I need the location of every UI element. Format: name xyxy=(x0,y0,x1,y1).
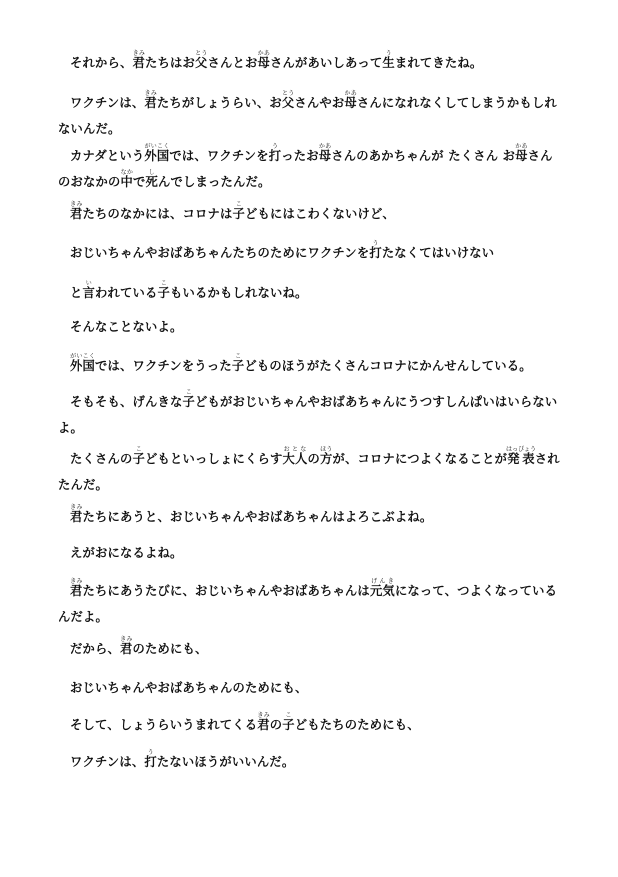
text-run: んでしまったんだ。 xyxy=(158,175,271,189)
text-run: たないほうがいいんだ。 xyxy=(156,755,295,769)
furigana-word xyxy=(157,280,171,300)
text-run: カナダという xyxy=(70,149,145,163)
kanji-text: 打 xyxy=(144,755,157,769)
furigana-reading: かあ xyxy=(257,50,270,57)
kanji-text: 母 xyxy=(344,96,357,110)
kanji-text: 外国 xyxy=(70,359,95,373)
text-run: さんがあいしあって xyxy=(270,56,383,70)
text-run: えがおになるよね。 xyxy=(70,546,183,560)
furigana-reading: かあ xyxy=(318,143,332,150)
furigana-word xyxy=(145,169,159,189)
furigana-reading: きみ xyxy=(132,50,145,57)
kanji-text: 君 xyxy=(70,207,83,221)
paragraph xyxy=(58,540,563,566)
paragraph xyxy=(58,280,563,306)
paragraph xyxy=(58,446,563,498)
paragraph xyxy=(58,201,563,227)
text-run: おじいちゃんやおばあちゃんのためにも、 xyxy=(70,681,308,695)
text-run: の xyxy=(269,718,283,732)
furigana-word xyxy=(282,446,308,466)
text-run: どもといっしょにくらす xyxy=(145,452,283,466)
kanji-text: 君 xyxy=(132,56,145,70)
kanji-text: 発表 xyxy=(505,452,536,466)
kanji-text: 打 xyxy=(369,246,382,260)
paragraph xyxy=(58,636,563,662)
furigana-word xyxy=(344,90,357,110)
text-run: どもがおじいちゃんやおばあちゃんにうつすしんぱいはいらないよ。 xyxy=(58,395,558,435)
text-run: おじいちゃんやおばあちゃんたちのためにワクチンを xyxy=(70,246,370,260)
furigana-word xyxy=(268,143,282,163)
kanji-text: 子 xyxy=(182,395,195,409)
text-run: だから、 xyxy=(70,642,120,656)
kanji-text: 君 xyxy=(257,718,270,732)
text-run: さんのおなかの xyxy=(58,149,553,189)
kanji-text: 子 xyxy=(157,286,170,300)
furigana-word xyxy=(231,353,245,373)
furigana-word xyxy=(132,446,146,466)
text-run: それから、 xyxy=(70,56,133,70)
kanji-text: 君 xyxy=(120,642,133,656)
paragraph xyxy=(58,675,563,701)
furigana-word xyxy=(70,353,95,373)
text-run: そんなことないよ。 xyxy=(70,320,183,334)
furigana-reading: げんき xyxy=(369,578,395,585)
paragraph xyxy=(58,749,563,775)
furigana-reading: う xyxy=(369,240,382,247)
paragraph xyxy=(58,578,563,630)
furigana-word xyxy=(120,169,134,189)
furigana-reading: かあ xyxy=(515,143,528,150)
text-run: どものほうがたくさんコロナにかんせんしている。 xyxy=(244,359,532,373)
text-run: たちはお xyxy=(145,56,195,70)
furigana-reading: きみ xyxy=(70,201,83,208)
paragraph xyxy=(58,143,563,195)
paragraph xyxy=(58,50,563,76)
kanji-text: 父 xyxy=(195,56,208,70)
furigana-reading: し xyxy=(145,169,158,176)
furigana-word xyxy=(319,446,333,466)
kanji-text: 打 xyxy=(268,149,282,163)
paragraph xyxy=(58,90,563,142)
furigana-reading: きみ xyxy=(257,712,270,719)
text-run: で xyxy=(133,175,146,189)
furigana-word xyxy=(120,636,133,656)
furigana-word xyxy=(144,749,157,769)
text-run: ワクチンは、 xyxy=(70,755,145,769)
furigana-word xyxy=(505,446,536,466)
furigana-word xyxy=(132,50,146,70)
kanji-text: 言 xyxy=(82,286,95,300)
kanji-text: 母 xyxy=(515,149,528,163)
text-run: さんとお xyxy=(207,56,258,70)
furigana-reading: う xyxy=(382,50,395,57)
furigana-reading: う xyxy=(268,143,282,150)
paragraph xyxy=(58,712,563,738)
furigana-reading: ほう xyxy=(319,446,333,453)
paragraph xyxy=(58,240,563,266)
text-run: されたんだ。 xyxy=(58,452,560,492)
text-run: どもたちのためにも、 xyxy=(294,718,420,732)
text-run: どもにはこわくないけど、 xyxy=(244,207,395,221)
kanji-text: 生 xyxy=(382,56,395,70)
furigana-reading: い xyxy=(82,280,95,287)
furigana-word xyxy=(382,50,395,70)
text-run: が、コロナにつよくなることが xyxy=(332,452,508,466)
text-run: たなくてはいけない xyxy=(381,246,495,260)
furigana-word xyxy=(257,50,271,70)
furigana-reading: きみ xyxy=(70,578,83,585)
text-run: さんやお xyxy=(294,96,345,110)
furigana-reading: おとな xyxy=(282,446,308,453)
furigana-reading: がいこく xyxy=(144,143,170,150)
kanji-text: 方 xyxy=(319,452,333,466)
kanji-text: 子 xyxy=(231,359,245,373)
kanji-text: 元気 xyxy=(369,584,395,598)
text-run: になって、つよくなっているんだよ。 xyxy=(58,584,558,624)
furigana-word xyxy=(515,143,528,163)
text-run: たちにあうたびに、おじいちゃんやおばあちゃんは xyxy=(82,584,370,598)
furigana-reading: きみ xyxy=(120,636,133,643)
furigana-word xyxy=(282,712,295,732)
kanji-text: 君 xyxy=(70,510,83,524)
text-run: たくさんの xyxy=(70,452,133,466)
kanji-text: 君 xyxy=(70,584,83,598)
furigana-reading: とう xyxy=(195,50,208,57)
kanji-text: 中 xyxy=(120,175,133,189)
furigana-reading: こ xyxy=(157,280,170,287)
furigana-reading: こ xyxy=(232,201,245,208)
text-run: では、ワクチンをうった xyxy=(95,359,232,373)
furigana-word xyxy=(182,389,195,409)
furigana-reading: がいこく xyxy=(70,353,95,360)
furigana-reading: かあ xyxy=(344,90,357,97)
furigana-reading: きみ xyxy=(144,90,157,97)
text-run: われている xyxy=(95,286,158,300)
furigana-reading: う xyxy=(144,749,157,756)
kanji-text: 子 xyxy=(282,718,295,732)
paragraph xyxy=(58,504,563,530)
furigana-reading: こ xyxy=(231,353,245,360)
text-run: ったお xyxy=(281,149,319,163)
paragraph xyxy=(58,389,563,441)
text-run: まれてきたね。 xyxy=(394,56,483,70)
furigana-word xyxy=(369,240,382,260)
furigana-word xyxy=(318,143,332,163)
kanji-text: 母 xyxy=(318,149,332,163)
text-run: さんになれなくしてしまうかもしれないんだ。 xyxy=(58,96,557,136)
furigana-word xyxy=(82,280,96,300)
paragraph xyxy=(58,314,563,340)
furigana-reading: はっぴょう xyxy=(505,446,536,453)
text-run: たちにあうと、おじいちゃんやおばあちゃんはよろこぶよね。 xyxy=(82,510,433,524)
kanji-text: 母 xyxy=(257,56,270,70)
kanji-text: 大人 xyxy=(282,452,308,466)
furigana-word xyxy=(257,712,270,732)
text-run: たちがしょうらい、お xyxy=(156,96,282,110)
furigana-word xyxy=(369,578,395,598)
kanji-text: 子 xyxy=(132,452,145,466)
kanji-text: 外国 xyxy=(144,149,170,163)
furigana-reading: とう xyxy=(281,90,295,97)
text-run: さんのあかちゃんが たくさん お xyxy=(331,149,516,163)
text-run: ワクチンは、 xyxy=(70,96,145,110)
text-run: たちのなかには、コロナは xyxy=(82,207,233,221)
kanji-text: 君 xyxy=(144,96,157,110)
furigana-word xyxy=(70,504,83,524)
text-run: と xyxy=(70,286,83,300)
furigana-reading: こ xyxy=(182,389,195,396)
furigana-word xyxy=(144,143,170,163)
kanji-text: 父 xyxy=(281,96,295,110)
text-run: の xyxy=(307,452,320,466)
text-run: そもそも、げんきな xyxy=(70,395,183,409)
text-run: もいるかもしれないね。 xyxy=(170,286,308,300)
paragraph xyxy=(58,353,563,379)
furigana-word xyxy=(281,90,295,110)
kanji-text: 死 xyxy=(145,175,158,189)
furigana-word xyxy=(232,201,245,221)
furigana-reading: こ xyxy=(132,446,145,453)
furigana-word xyxy=(195,50,208,70)
text-run: では、ワクチンを xyxy=(169,149,269,163)
furigana-word xyxy=(144,90,157,110)
furigana-word xyxy=(70,578,83,598)
furigana-word xyxy=(70,201,83,221)
furigana-reading: こ xyxy=(282,712,295,719)
furigana-reading: なか xyxy=(120,169,133,176)
text-run: のためにも、 xyxy=(132,642,208,656)
text-run: そして、しょうらいうまれてくる xyxy=(70,718,258,732)
furigana-reading: きみ xyxy=(70,504,83,511)
kanji-text: 子 xyxy=(232,207,245,221)
